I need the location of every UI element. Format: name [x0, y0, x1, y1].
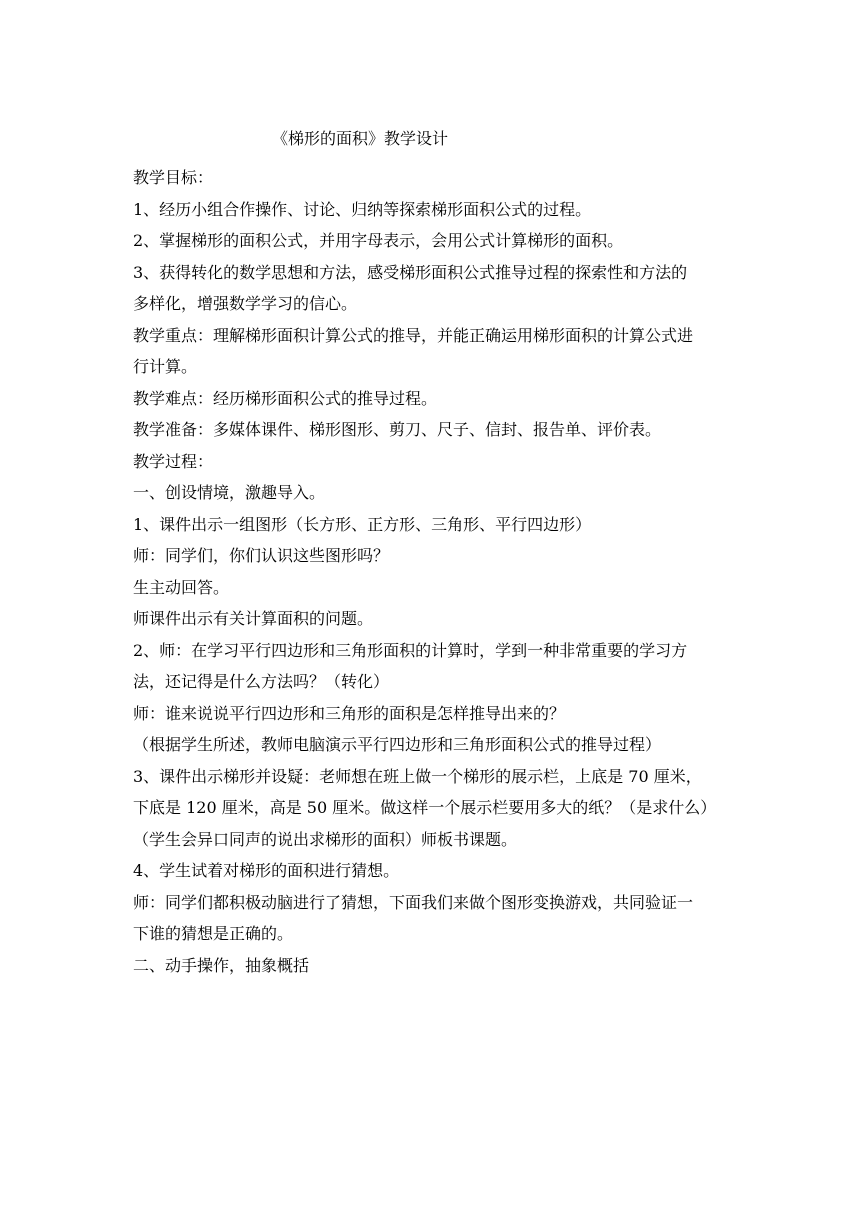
text-line: 师：同学们，你们认识这些图形吗？: [133, 546, 390, 565]
text-line: 教学准备：多媒体课件、梯形图形、剪刀、尺子、信封、报告单、评价表。: [133, 420, 662, 439]
text-line: 2、师：在学习平行四边形和三角形面积的计算时，学到一种非常重要的学习方: [133, 640, 688, 660]
text-line: 一、创设情境，激趣导入。: [133, 483, 326, 502]
text-line: 师课件出示有关计算面积的问题。: [133, 609, 374, 628]
text-line: 下谁的猜想是正确的。: [133, 924, 294, 943]
text-line: 1、经历小组合作操作、讨论、归纳等探索梯形面积公式的过程。: [133, 199, 592, 219]
document-body: [133, 162, 733, 981]
document-title: 《梯形的面积》教学设计: [272, 129, 449, 148]
text-line: 师：谁来说说平行四边形和三角形的面积是怎样推导出来的？: [133, 703, 566, 723]
text-line: 4、学生试着对梯形的面积进行猜想。: [133, 861, 400, 880]
text-line: 多样化，增强数学学习的信心。: [133, 294, 358, 313]
text-line: 行计算。: [133, 357, 198, 376]
text-line: 下底是 120 厘米，高是 50 厘米。做这样一个展示栏要用多大的纸？（是求什么）: [133, 798, 717, 817]
text-line: 3、获得转化的数学思想和方法，感受梯形面积公式推导过程的探索性和方法的: [133, 262, 688, 282]
text-line: 教学过程：: [133, 451, 214, 471]
text-line: 生主动回答。: [133, 577, 230, 597]
text-line: 1、课件出示一组图形（长方形、正方形、三角形、平行四边形）: [133, 514, 592, 534]
text-line: 3、课件出示梯形并设疑：老师想在班上做一个梯形的展示栏，上底是 70 厘米，: [133, 766, 702, 786]
text-line: 教学目标：: [133, 168, 214, 187]
text-line: （学生会异口同声的说出求梯形的面积）师板书课题。: [133, 829, 518, 849]
text-line: 师：同学们都积极动脑进行了猜想，下面我们来做个图形变换游戏，共同验证一: [133, 892, 694, 912]
text-line: 法，还记得是什么方法吗？（转化）: [133, 672, 390, 691]
text-line: 二、动手操作，抽象概括: [133, 955, 310, 975]
text-line: （根据学生所述，教师电脑演示平行四边形和三角形面积公式的推导过程）: [133, 735, 662, 754]
text-line: 教学重点：理解梯形面积计算公式的推导，并能正确运用梯形面积的计算公式进: [133, 325, 694, 345]
text-line: 2、掌握梯形的面积公式，并用字母表示，会用公式计算梯形的面积。: [133, 231, 624, 250]
text-line: 教学难点：经历梯形面积公式的推导过程。: [133, 388, 438, 408]
